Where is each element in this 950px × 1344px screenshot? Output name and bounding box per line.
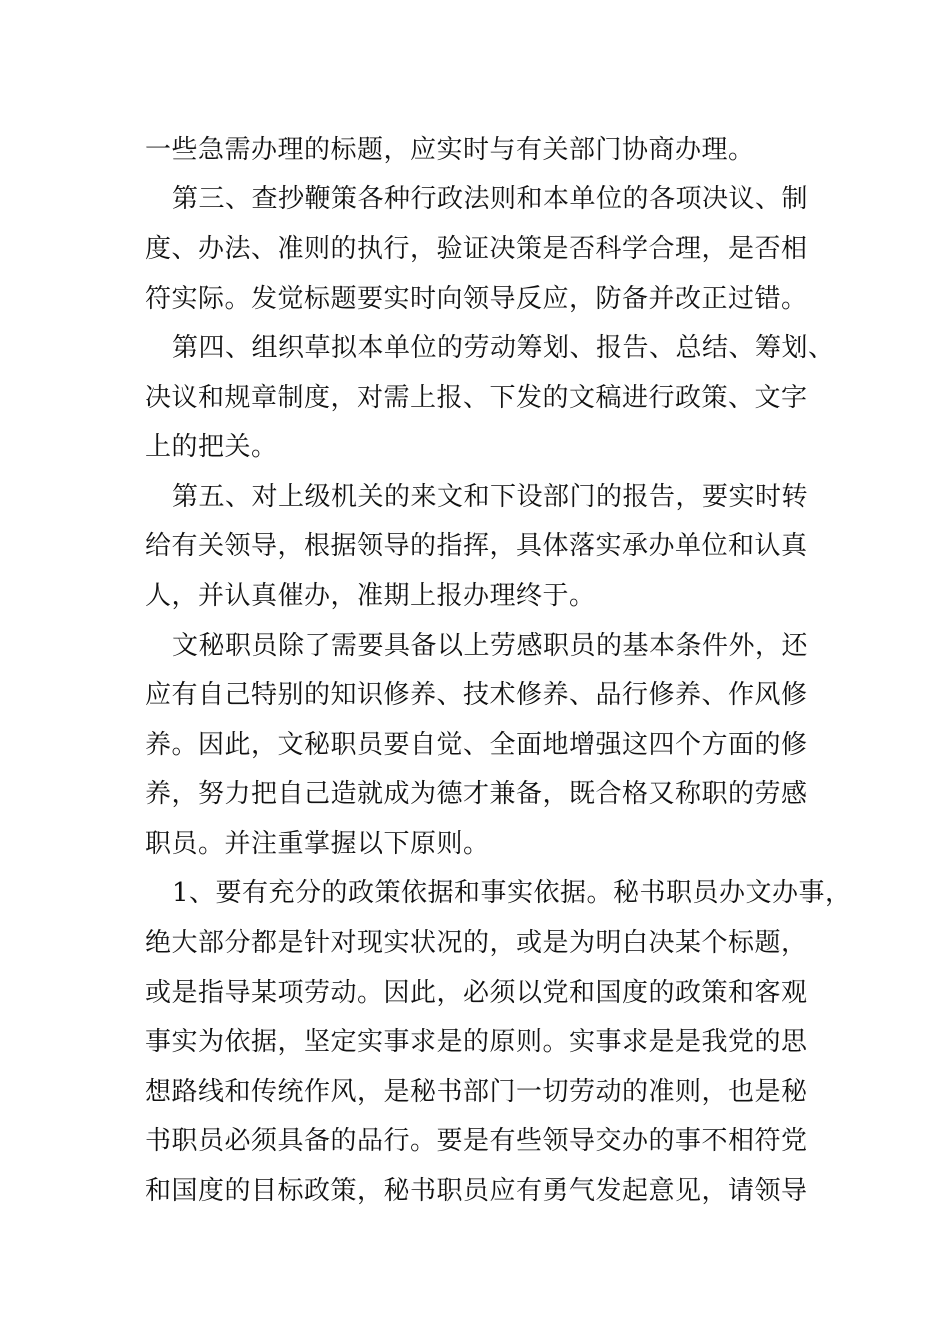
text-line: 第三、查抄鞭策各种行政法则和本单位的各项决议、制 xyxy=(172,184,809,214)
text-line: 和国度的目标政策，秘书职员应有勇气发起意见，请领导 xyxy=(145,1176,808,1206)
text-line: 职员。并注重掌握以下原则。 xyxy=(145,829,490,859)
text-line: 符实际。发觉标题要实时向领导反应，防备并改正过错。 xyxy=(145,284,808,314)
text-line: 应有自己特别的知识修养、技术修养、品行修养、作风修 xyxy=(145,680,808,710)
text-line: 决议和规章制度，对需上报、下发的文稿进行政策、文字 xyxy=(145,383,808,413)
text-line: 第四、组织草拟本单位的劳动筹划、报告、总结、筹划、 xyxy=(172,333,835,363)
text-line: 或是指导某项劳动。因此，必须以党和国度的政策和客观 xyxy=(145,978,808,1008)
text-line: 书职员必须具备的品行。要是有些领导交办的事不相符党 xyxy=(145,1126,808,1156)
text-line: 一些急需办理的标题，应实时与有关部门协商办理。 xyxy=(145,135,755,165)
text-line: 人，并认真催办，准期上报办理终于。 xyxy=(145,581,596,611)
text-line: 事实为依据，坚定实事求是的原则。实事求是是我党的思 xyxy=(145,1027,808,1057)
text-line: 1、要有充分的政策依据和事实依据。秘书职员办文办事， xyxy=(172,878,852,908)
text-line: 想路线和传统作风，是秘书部门一切劳动的准则，也是秘 xyxy=(145,1077,808,1107)
text-line: 绝大部分都是针对现实状况的，或是为明白决某个标题， xyxy=(145,928,808,958)
text-line: 文秘职员除了需要具备以上劳感职员的基本条件外，还 xyxy=(172,631,809,661)
text-line: 度、办法、准则的执行，验证决策是否科学合理，是否相 xyxy=(145,234,808,264)
text-line: 养。因此，文秘职员要自觉、全面地增强这四个方面的修 xyxy=(145,730,808,760)
text-line: 养，努力把自己造就成为德才兼备，既合格又称职的劳感 xyxy=(145,779,808,809)
text-line: 上的把关。 xyxy=(145,432,278,462)
text-line: 第五、对上级机关的来文和下设部门的报告，要实时转 xyxy=(172,482,809,512)
text-line: 给有关领导，根据领导的指挥，具体落实承办单位和认真 xyxy=(145,531,808,561)
